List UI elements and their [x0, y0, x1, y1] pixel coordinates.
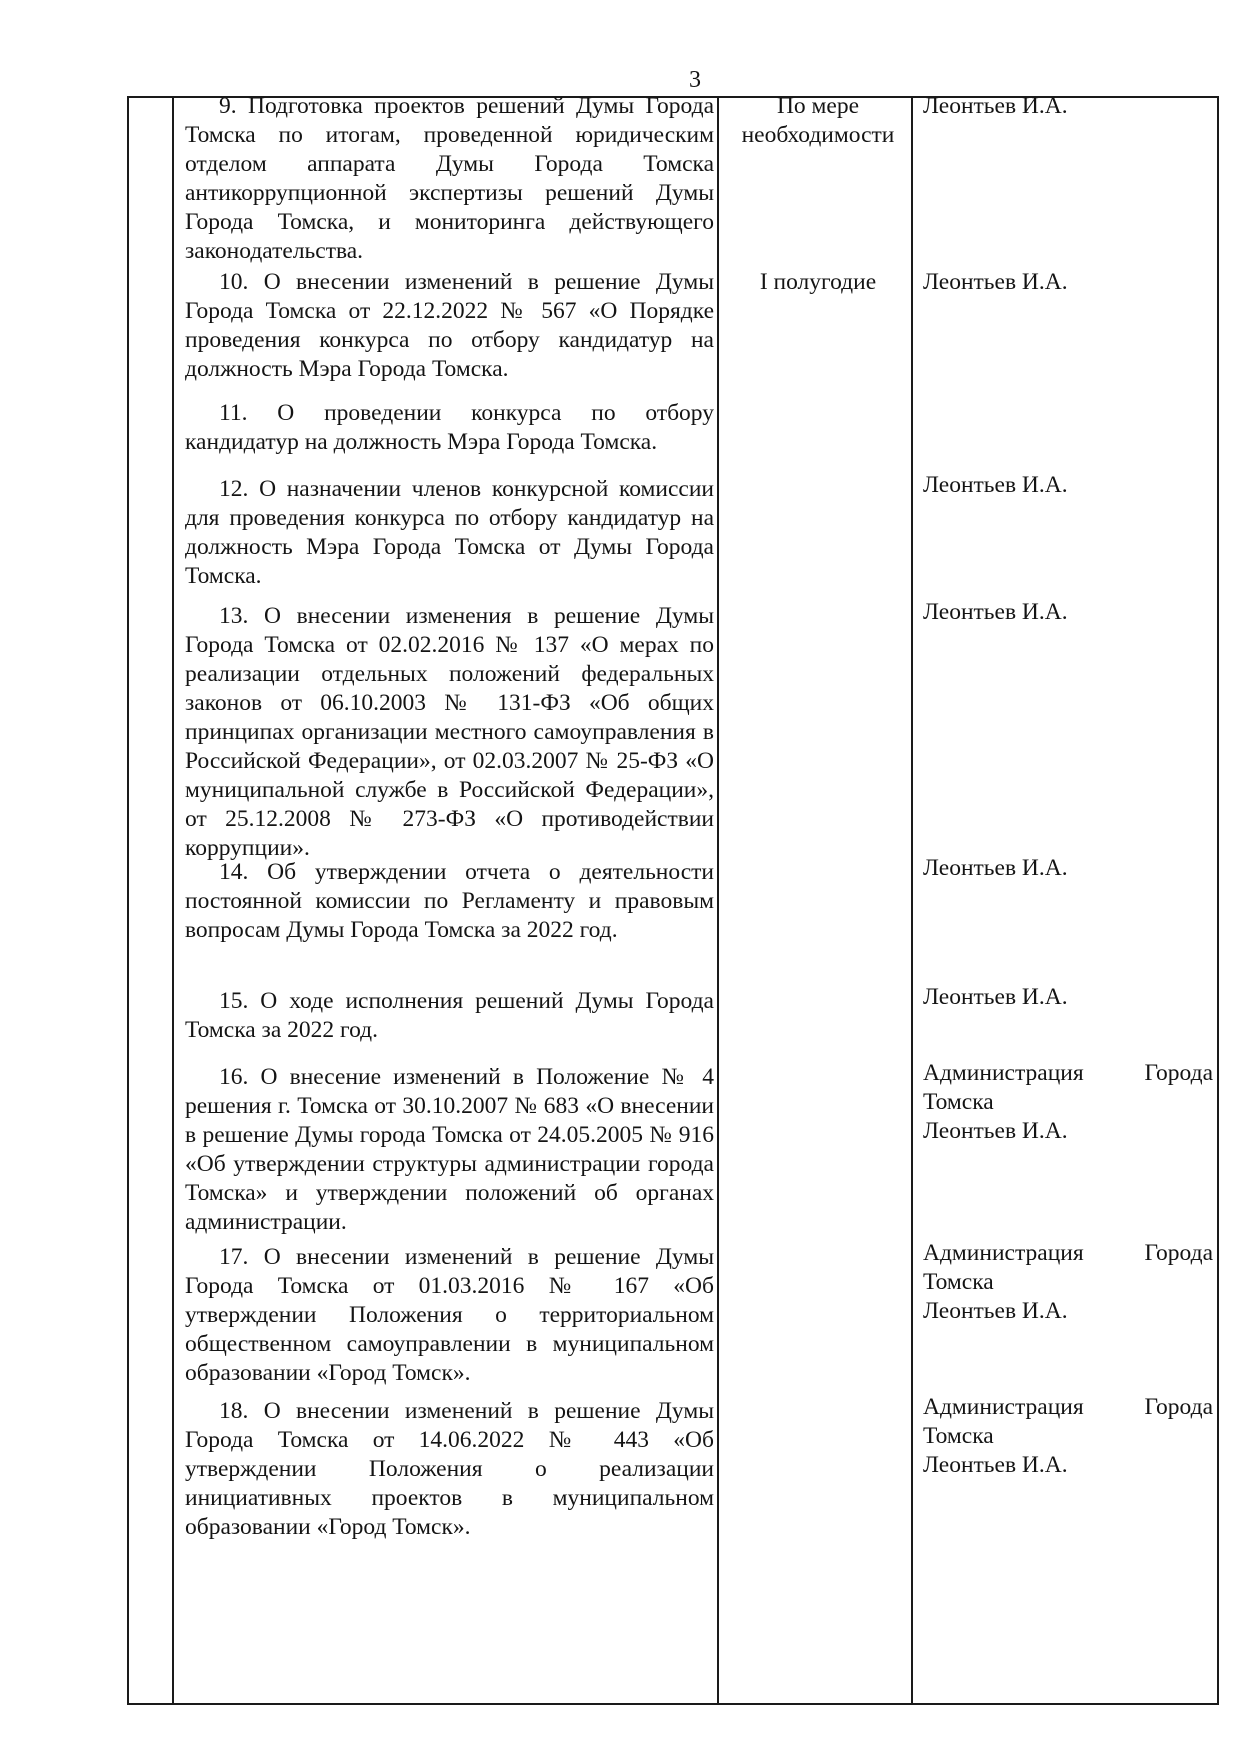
- column-divider-index: [172, 98, 174, 1703]
- table-row-text: [185, 1397, 714, 1542]
- table-row-text: [185, 858, 714, 945]
- responsible-name: Леонтьев И.А.: [923, 1452, 1068, 1478]
- table-row-text: [185, 987, 714, 1045]
- item-text-9: 9. Подготовка проектов решений Думы Города Томска по итогам, проведенной юридическим отделом аппарата Думы Города Томска антикоррупционной экспертизы решений Думы Города Томска, и мониторинга действующего законодательства.: [185, 93, 714, 264]
- responsible-line-1: [923, 1239, 1213, 1268]
- item-date-10: I полугодие: [759, 269, 877, 295]
- responsible-name: Леонтьев И.А.: [923, 269, 1068, 295]
- item-text-11: 11. О проведении конкурса по отбору кандидатур на должность Мэра Города Томска.: [185, 400, 714, 455]
- item-text-14: 14. Об утверждении отчета о деятельности постоянной комиссии по Регламенту и правовым вопросам Думы Города Томска за 2022 год.: [185, 859, 714, 943]
- table-row-text: [185, 92, 714, 266]
- responsible-line-2: Томска: [923, 1269, 994, 1295]
- item-responsible-9: [923, 92, 1213, 121]
- responsible-name: Леонтьев И.А.: [923, 1118, 1068, 1144]
- column-divider-text: [717, 98, 719, 1703]
- item-text-12: 12. О назначении членов конкурсной комиссии для проведения конкурса по отбору кандидатур на должность Мэра Города Томска от Думы Города Томска.: [185, 476, 714, 589]
- responsible-name: Леонтьев И.А.: [923, 93, 1068, 119]
- responsible-name: Леонтьев И.А.: [923, 1298, 1068, 1324]
- responsible-line-1: [923, 1393, 1213, 1422]
- item-responsible-18: [923, 1393, 1213, 1480]
- table-row-text: [185, 1063, 714, 1237]
- table-row-text: [185, 475, 714, 591]
- responsible-line-1: [923, 1059, 1213, 1088]
- item-responsible-14: [923, 854, 1213, 883]
- item-responsible-16: [923, 1059, 1213, 1146]
- item-responsible-17: [923, 1239, 1213, 1326]
- column-divider-date: [911, 98, 913, 1703]
- item-text-17: 17. О внесении изменений в решение Думы Города Томска от 01.03.2016 № 167 «Об утверждении Положения о территориальном общественном самоуправлении в муниципальном образовании «Город Томск».: [185, 1244, 714, 1386]
- city-word: Города: [1144, 1240, 1213, 1266]
- item-text-16: 16. О внесение изменений в Положение № 4 решения г. Томска от 30.10.2007 № 683 «О внесении в решение Думы города Томска от 24.05.2005 № 916 «Об утверждении структуры администрации города Томска» и утверждении положений об органах администрации.: [185, 1064, 714, 1235]
- item-text-15: 15. О ходе исполнения решений Думы Города Томска за 2022 год.: [185, 988, 714, 1043]
- plan-table: [127, 93, 1219, 1705]
- responsible-line-2: Томска: [923, 1423, 994, 1449]
- admin-word: Администрация: [923, 1240, 1084, 1266]
- admin-word: Администрация: [923, 1394, 1084, 1420]
- responsible-line-2: Томска: [923, 1089, 994, 1115]
- table-row-text: [185, 268, 714, 384]
- item-responsible-15: [923, 983, 1213, 1012]
- admin-word: Администрация: [923, 1060, 1084, 1086]
- responsible-name: Леонтьев И.А.: [923, 599, 1068, 625]
- item-text-13: 13. О внесении изменения в решение Думы Города Томска от 02.02.2016 № 137 «О мерах по реализации отдельных положений федеральных законов от 06.10.2003 № 131-ФЗ «Об общих принципах организации местного самоуправления в Российской Федерации», от 02.03.2007 № 25-ФЗ «О муниципальной службе в Российской Федерации», от 25.12.2008 № 273-ФЗ «О противодействии коррупции».: [185, 603, 714, 861]
- city-word: Города: [1144, 1394, 1213, 1420]
- table-row-text: [185, 399, 714, 457]
- item-text-18: 18. О внесении изменений в решение Думы Города Томска от 14.06.2022 № 443 «Об утверждении Положения о реализации инициативных проектов в муниципальном образовании «Город Томск».: [185, 1398, 714, 1540]
- item-date-9: По мере необходимости: [741, 93, 895, 148]
- page-number: 3: [689, 67, 701, 93]
- table-row-text: [185, 1243, 714, 1388]
- responsible-name: Леонтьев И.А.: [923, 855, 1068, 881]
- item-responsible-10: [923, 268, 1213, 297]
- item-responsible-12: [923, 471, 1213, 500]
- responsible-name: Леонтьев И.А.: [923, 984, 1068, 1010]
- responsible-name: Леонтьев И.А.: [923, 472, 1068, 498]
- table-row-text: [185, 602, 714, 863]
- item-responsible-13: [923, 598, 1213, 627]
- item-text-10: 10. О внесении изменений в решение Думы Города Томска от 22.12.2022 № 567 «О Порядке проведения конкурса по отбору кандидатур на должность Мэра Города Томска.: [185, 269, 714, 382]
- city-word: Города: [1144, 1060, 1213, 1086]
